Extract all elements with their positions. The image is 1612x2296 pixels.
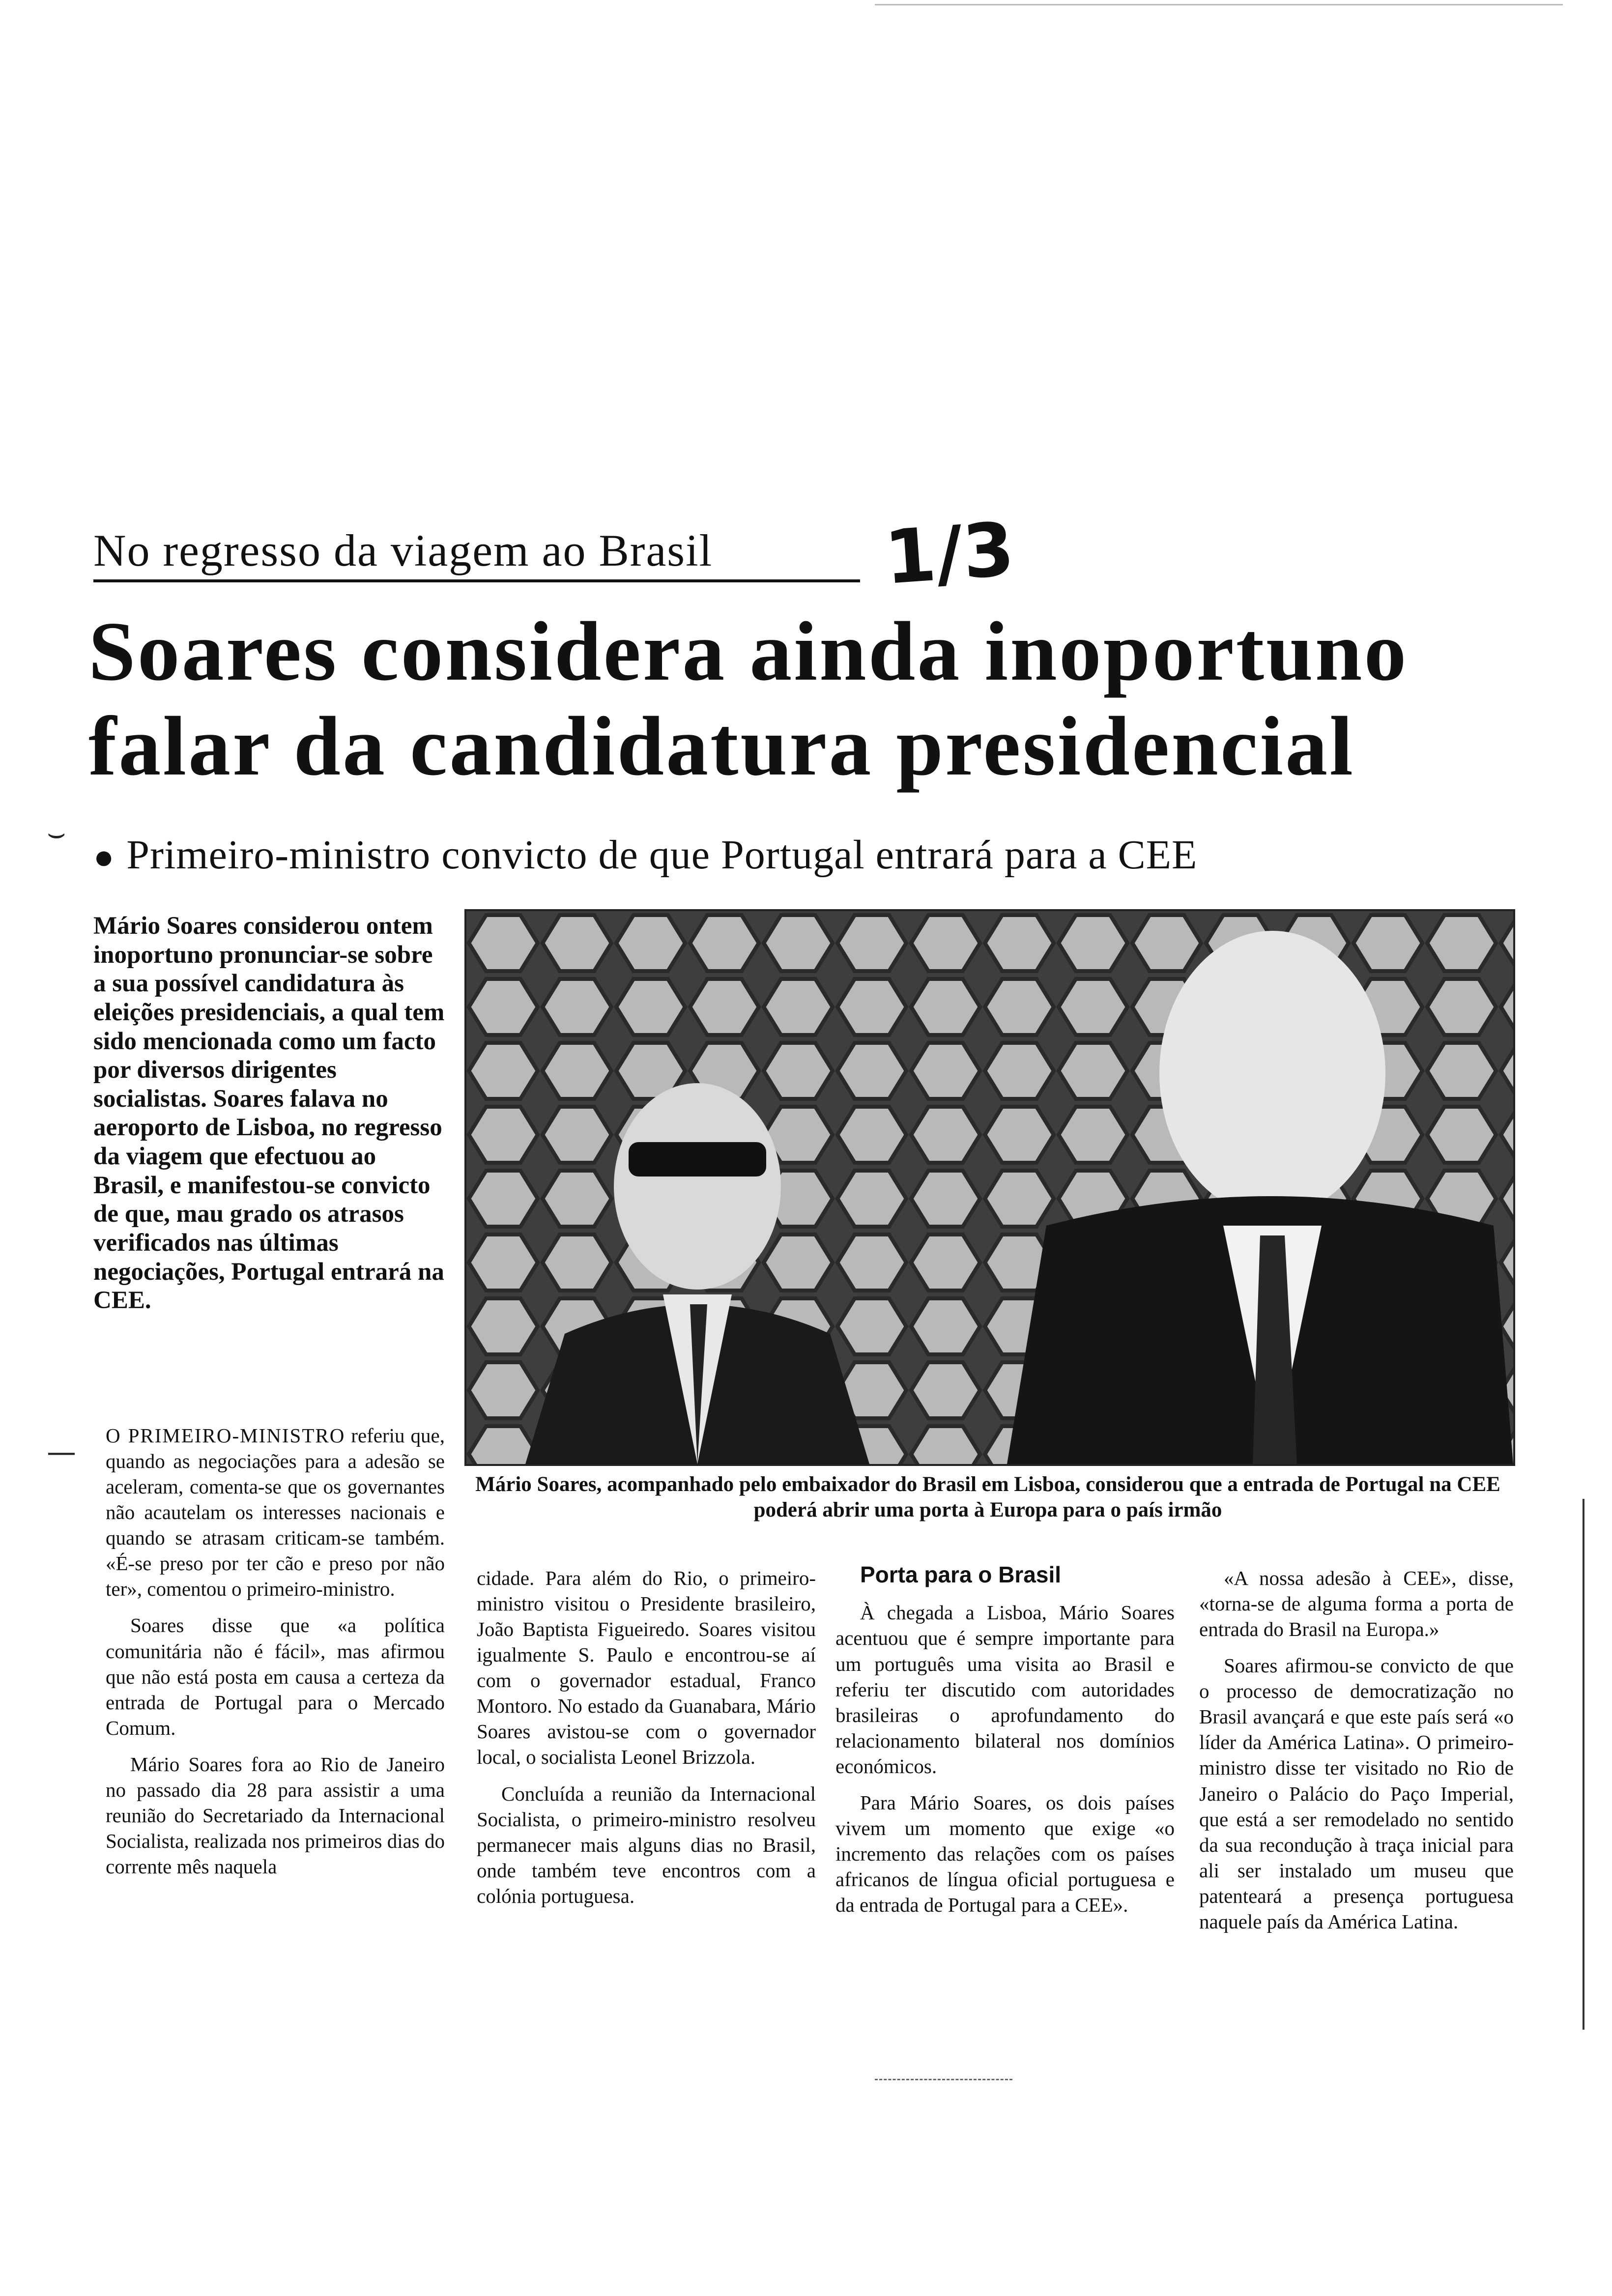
column-1-paragraph-2: Soares disse que «a política comunitária não é fácil», mas afirmou que não está posta em causa a certeza da entrada de Portugal para o Mercado Comum. <box>106 1614 445 1739</box>
column-4-paragraph-2: Soares afirmou-se convicto de que o processo de democratização no Brasil avançará e que este país será «o líder da América Latina». O primeiro-ministro disse ter visitado no Rio de Janeiro o Palácio do Paço Imperial, que está a ser remodelado no sentido da sua recondução à traça inicial para ali ser instalado um museu que patenteará a presença portuguesa naquele país da América Latina. <box>1199 1654 1514 1933</box>
column-2-paragraph-1: cidade. Para além do Rio, o primeiro-ministro visitou o Presidente brasileiro, João Baptista Figueiredo. Soares visitou igualmente S. Paulo e encontrou-se aí com o governador estadual, Franco Montoro. No estado da Guanabara, Mário Soares avistou-se com o governador local, o socialista Leonel Brizzola. <box>477 1567 816 1769</box>
column-4-paragraph-1: «A nossa adesão à CEE», disse, «torna-se de alguma forma a porta de entrada do Brasil na Europa.» <box>1199 1567 1514 1641</box>
article-headline <box>88 604 1553 794</box>
subheadline-text: Primeiro-ministro convicto de que Portugal entrará para a CEE <box>126 832 1198 878</box>
column-2-paragraph-2: Concluída a reunião da Internacional Socialista, o primeiro-ministro resolveu permanecer mais alguns dias no Brasil, onde também teve encontros com a colónia portuguesa. <box>477 1782 816 1907</box>
scan-top-rule <box>875 4 1563 5</box>
column-1-lead-in: O PRIMEIRO-MINISTRO <box>106 1424 345 1447</box>
article-column-3 <box>835 1560 1175 1928</box>
headline-line-1: Soares considera ainda inoportuno <box>88 605 1409 698</box>
margin-dash-mark: — <box>47 1435 76 1469</box>
article-lede: Mário Soares considerou ontem inoportuno pronunciar-se sobre a sua possível candidatura às eleições presidenciais, a qual tem sido mencionada como um facto por diversos dirigentes socialistas. Soares falava no aeroporto de Lisboa, no regresso da viagem que efectuou ao Brasil, e manifestou-se convicto de que, mau grado os atrasos verificados nas últimas negociações, Portugal entrará na CEE. <box>93 912 445 1315</box>
article-column-4 <box>1199 1565 1514 1945</box>
article-column-1 <box>106 1423 445 1890</box>
headline-line-2: falar da candidatura presidencial <box>88 699 1355 793</box>
column-1-paragraph-1 <box>106 1423 445 1602</box>
column-3-paragraph-2: Para Mário Soares, os dois países vivem um momento que exige «o incremento das relações com os países africanos de língua oficial portuguesa e da entrada de Portugal para a CEE». <box>835 1791 1175 1917</box>
scan-right-edge <box>1583 1499 1584 2030</box>
photo-caption: Mário Soares, acompanhado pelo embaixador do Brasil em Lisboa, considerou que a entrada de Portugal na CEE poderá abrir uma porta à Europa para o país irmão <box>475 1473 1500 1521</box>
handwritten-page-mark: 1/3 <box>882 507 1017 601</box>
scan-bottom-rule <box>875 2079 1012 2080</box>
section-subtitle: Porta para o Brasil <box>860 1562 1062 1587</box>
column-3-paragraph-1: À chegada a Lisboa, Mário Soares acentuou que é sempre importante para um português uma visita ao Brasil e referiu ter discutido com autoridades brasileiras o aprofundamento do relacionamento bilateral nos domínios económicos. <box>835 1601 1175 1778</box>
bullet-dot-icon: ● <box>93 838 115 876</box>
check-mark-icon: ⌣ <box>47 816 66 850</box>
article-subheadline <box>93 831 1558 880</box>
photo-illustration <box>466 911 1513 1464</box>
column-1-paragraph-1-text: referiu que, quando as negociações para a adesão se aceleram, comenta-se que os governantes não acautelam os interesses nacionais e quando se atrasam criticam-se também. «É-se preso por ter cão e preso por não ter», comentou o primeiro-ministro. <box>106 1424 445 1601</box>
article-column-2 <box>477 1565 816 1920</box>
column-1-paragraph-3: Mário Soares fora ao Rio de Janeiro no passado dia 28 para assistir a uma reunião do Secretariado da Internacional Socialista, realizada nos primeiros dias do corrente mês naquela <box>106 1752 445 1878</box>
article-kicker: No regresso da viagem ao Brasil <box>93 526 860 582</box>
news-photo <box>464 909 1515 1466</box>
